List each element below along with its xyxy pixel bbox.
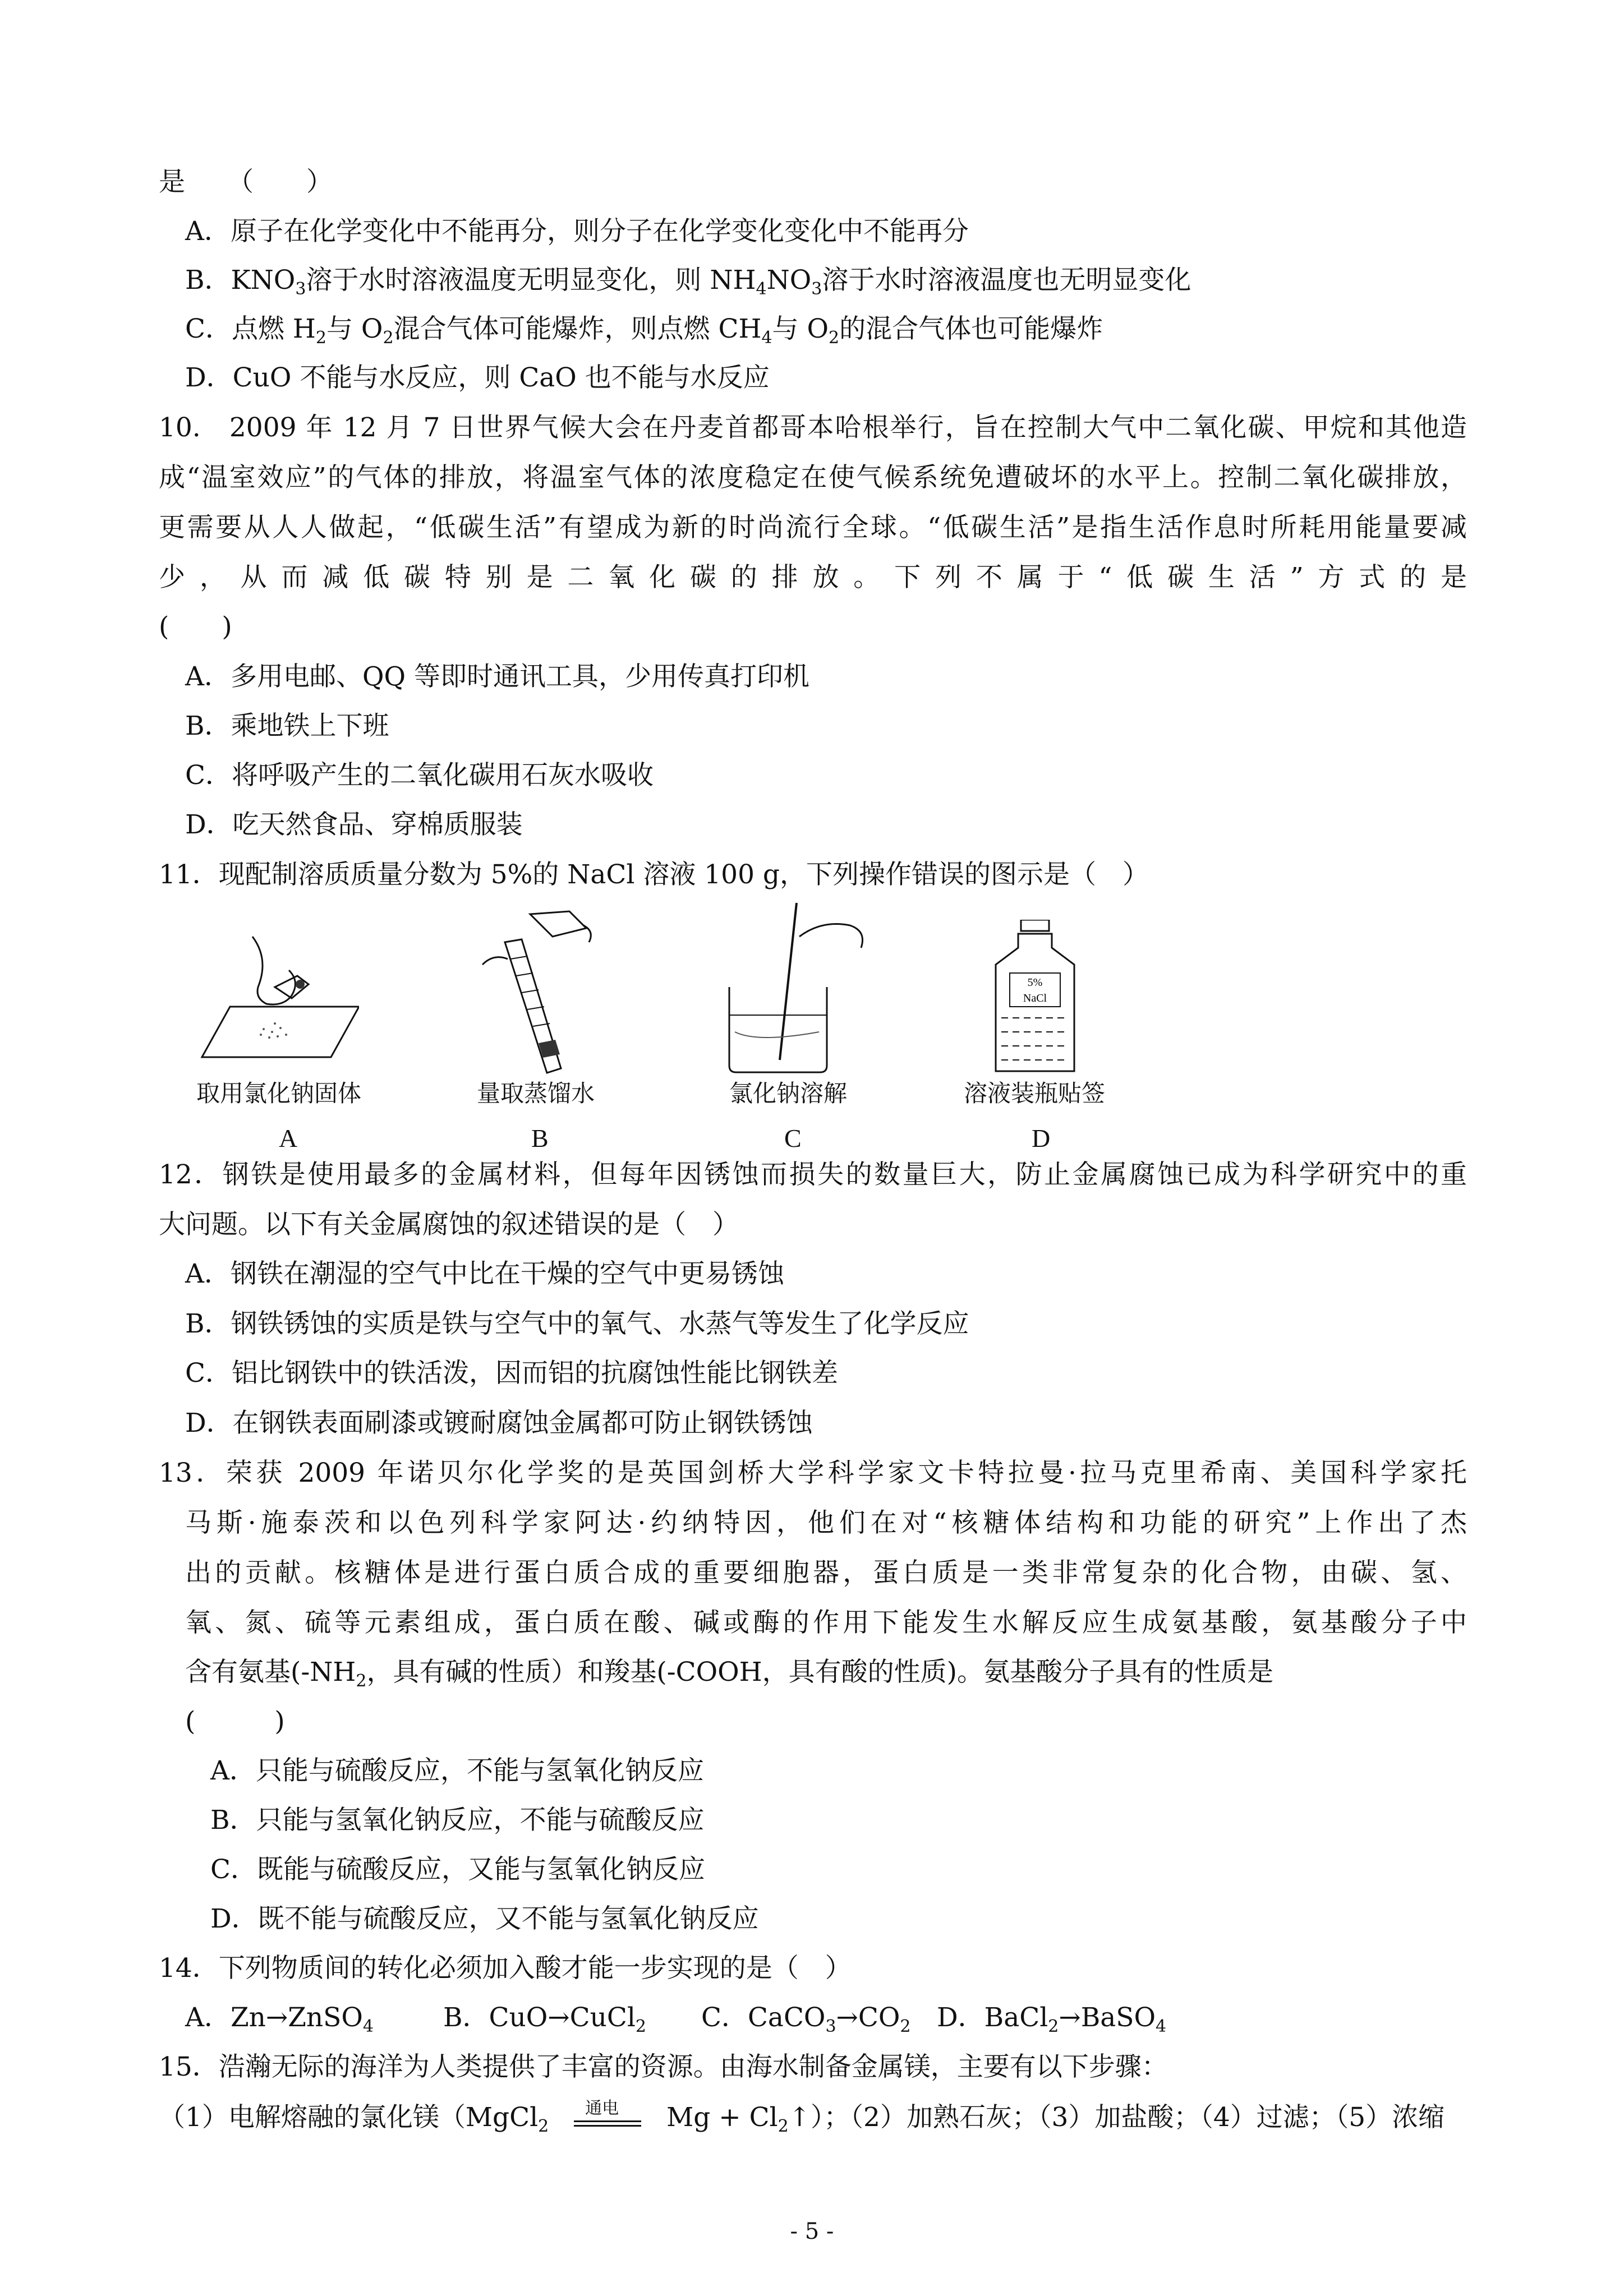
q13-line3: 出的贡献。核糖体是进行蛋白质合成的重要细胞器，蛋白质是一类非常复杂的化合物，由碳、氢、 bbox=[185, 1557, 1467, 1588]
q13-line4: 氧、氮、硫等元素组成，蛋白质在酸、碱或酶的作用下能发生水解反应生成氨基酸，氨基酸分子中 bbox=[185, 1607, 1467, 1638]
figure-take-solid bbox=[191, 925, 359, 1071]
q14-stem: 14．下列物质间的转化必须加入酸才能一步实现的是（ ） bbox=[159, 1953, 852, 1984]
q10-option-b: B．乘地铁上下班 bbox=[185, 711, 389, 741]
caption-c: 氯化钠溶解 bbox=[729, 1080, 848, 1107]
q9-prefix: 是 bbox=[159, 167, 185, 197]
answer-paren: ( ) bbox=[185, 1706, 285, 1737]
figure-letter-b: B bbox=[531, 1124, 549, 1152]
caption-d: 溶液装瓶贴签 bbox=[964, 1080, 1106, 1107]
q13-line2: 马斯·施泰茨和以色列科学家阿达·约纳特因，他们在对“核糖体结构和功能的研究”上作出了杰 bbox=[185, 1507, 1467, 1538]
figure-letter-c: C bbox=[784, 1124, 802, 1152]
q15-stem: 15．浩瀚无际的海洋为人类提供了丰富的资源。由海水制备金属镁，主要有以下步骤： bbox=[159, 2051, 1168, 2082]
q10-option-d: D．吃天然食品、穿棉质服装 bbox=[185, 809, 523, 840]
q10-option-c: C．将呼吸产生的二氧化碳用石灰水吸收 bbox=[185, 760, 654, 791]
reaction-condition-arrow bbox=[574, 2099, 641, 2131]
q9-option-c: C．点燃 $H_2$与 $O_2$混合气体可能爆炸，则点燃 $CH_4$与 $O_2$的混合气体也可能爆炸 bbox=[185, 313, 1103, 348]
q10-line4: 少，从而减低碳特别是二氧化碳的排放。下列不属于“低碳生活”方式的是 bbox=[159, 562, 1467, 593]
q13-line1: 13．荣获 2009 年诺贝尔化学奖的是英国剑桥大学科学家文卡特拉曼·拉马克里希南、美国科学家托 bbox=[159, 1458, 1467, 1488]
q13-option-b: B．只能与氢氧化钠反应，不能与硫酸反应 bbox=[210, 1805, 705, 1836]
q12-line1: 12．钢铁是使用最多的金属材料，但每年因锈蚀而损失的数量巨大，防止金属腐蚀已成为科学研究中的重 bbox=[159, 1159, 1467, 1190]
q12-option-b: B．钢铁锈蚀的实质是铁与空气中的氧气、水蒸气等发生了化学反应 bbox=[185, 1308, 969, 1339]
caption-a: 取用氯化钠固体 bbox=[196, 1080, 362, 1107]
figure-letter-a: A bbox=[279, 1124, 298, 1152]
q10-option-a: A．多用电邮、QQ 等即时通讯工具，少用传真打印机 bbox=[185, 661, 809, 692]
q12-option-a: A．钢铁在潮湿的空气中比在干燥的空气中更易锈蚀 bbox=[185, 1258, 784, 1289]
q14-option-d: D．BaCl$_2$→BaSO$_4$ bbox=[937, 2002, 1167, 2036]
q10-line3: 更需要从人人做起，“低碳生活”有望成为新的时尚流行全球。“低碳生活”是指生活作息时所耗用能量要减 bbox=[159, 512, 1467, 543]
q13-line5: 含有氨基($-NH_2$，具有碱的性质）和羧基(-COOH，具有酸的性质)。氨基酸分子具有的性质是 bbox=[185, 1657, 1274, 1691]
bottle-label-pct: 5% bbox=[1027, 976, 1043, 989]
q13-option-d: D．既不能与硫酸反应，又不能与氢氧化钠反应 bbox=[210, 1903, 759, 1934]
q12-option-c: C．铝比钢铁中的铁活泼，因而铝的抗腐蚀性能比钢铁差 bbox=[185, 1358, 838, 1389]
reaction-condition: 通电 bbox=[585, 2099, 619, 2118]
q14-option-c: C．$CaCO_3\to CO_2$ bbox=[701, 2002, 911, 2036]
answer-paren: ( ) bbox=[159, 611, 232, 642]
q13-option-a: A．只能与硫酸反应，不能与氢氧化钠反应 bbox=[210, 1755, 704, 1786]
q14-option-a: A．Zn→ZnSO$_4$ bbox=[185, 2002, 374, 2036]
q9-tail bbox=[159, 165, 333, 199]
figure-bottle-label bbox=[979, 920, 1091, 1077]
q15-line2: （1）电解熔融的氯化镁（MgCl$_2$ 通电 $Mg + Cl_2↑$）；（2）加熟石灰；（3）加盐酸；（4）过滤；（5）浓缩 bbox=[159, 2099, 1445, 2136]
q11-stem: 11．现配制溶质质量分数为 5%的 NaCl 溶液 100 g，下列操作错误的图示是（ ） bbox=[159, 859, 1149, 890]
answer-paren: （ ） bbox=[227, 167, 333, 197]
q12-option-d: D．在钢铁表面刷漆或镀耐腐蚀金属都可防止钢铁锈蚀 bbox=[185, 1408, 813, 1439]
caption-b: 量取蒸馏水 bbox=[477, 1080, 595, 1107]
bottle-label-name: NaCl bbox=[1023, 992, 1047, 1004]
q9-option-d: D．CuO 不能与水反应，则 CaO 也不能与水反应 bbox=[185, 362, 770, 393]
q10-line1: 10. 2009 年 12 月 7 日世界气候大会在丹麦首都哥本哈根举行，旨在控制大气中二氧化碳、甲烷和其他造 bbox=[159, 412, 1467, 443]
q13-option-c: C．既能与硫酸反应，又能与氢氧化钠反应 bbox=[210, 1854, 705, 1885]
figure-letter-d: D bbox=[1032, 1124, 1051, 1152]
q9-option-b: B．$KNO_3$溶于水时溶液温度无明显变化，则 $NH_4NO_3$溶于水时溶液温度也无明显变化 bbox=[185, 265, 1191, 299]
figure-measure-water bbox=[471, 909, 628, 1077]
page-number: - 5 - bbox=[790, 2219, 834, 2244]
q12-line2: 大问题。以下有关金属腐蚀的叙述错误的是（ ） bbox=[159, 1209, 739, 1240]
figure-dissolve bbox=[712, 897, 881, 1077]
q14-option-b: B．CuO→CuCl$_2$ bbox=[443, 2002, 647, 2036]
q10-line2: 成“温室效应”的气体的排放，将温室气体的浓度稳定在使气候系统免遭破坏的水平上。控制二氧化碳排放， bbox=[159, 462, 1467, 493]
q9-option-a: A．原子在化学变化中不能再分，则分子在化学变化变化中不能再分 bbox=[185, 216, 969, 247]
